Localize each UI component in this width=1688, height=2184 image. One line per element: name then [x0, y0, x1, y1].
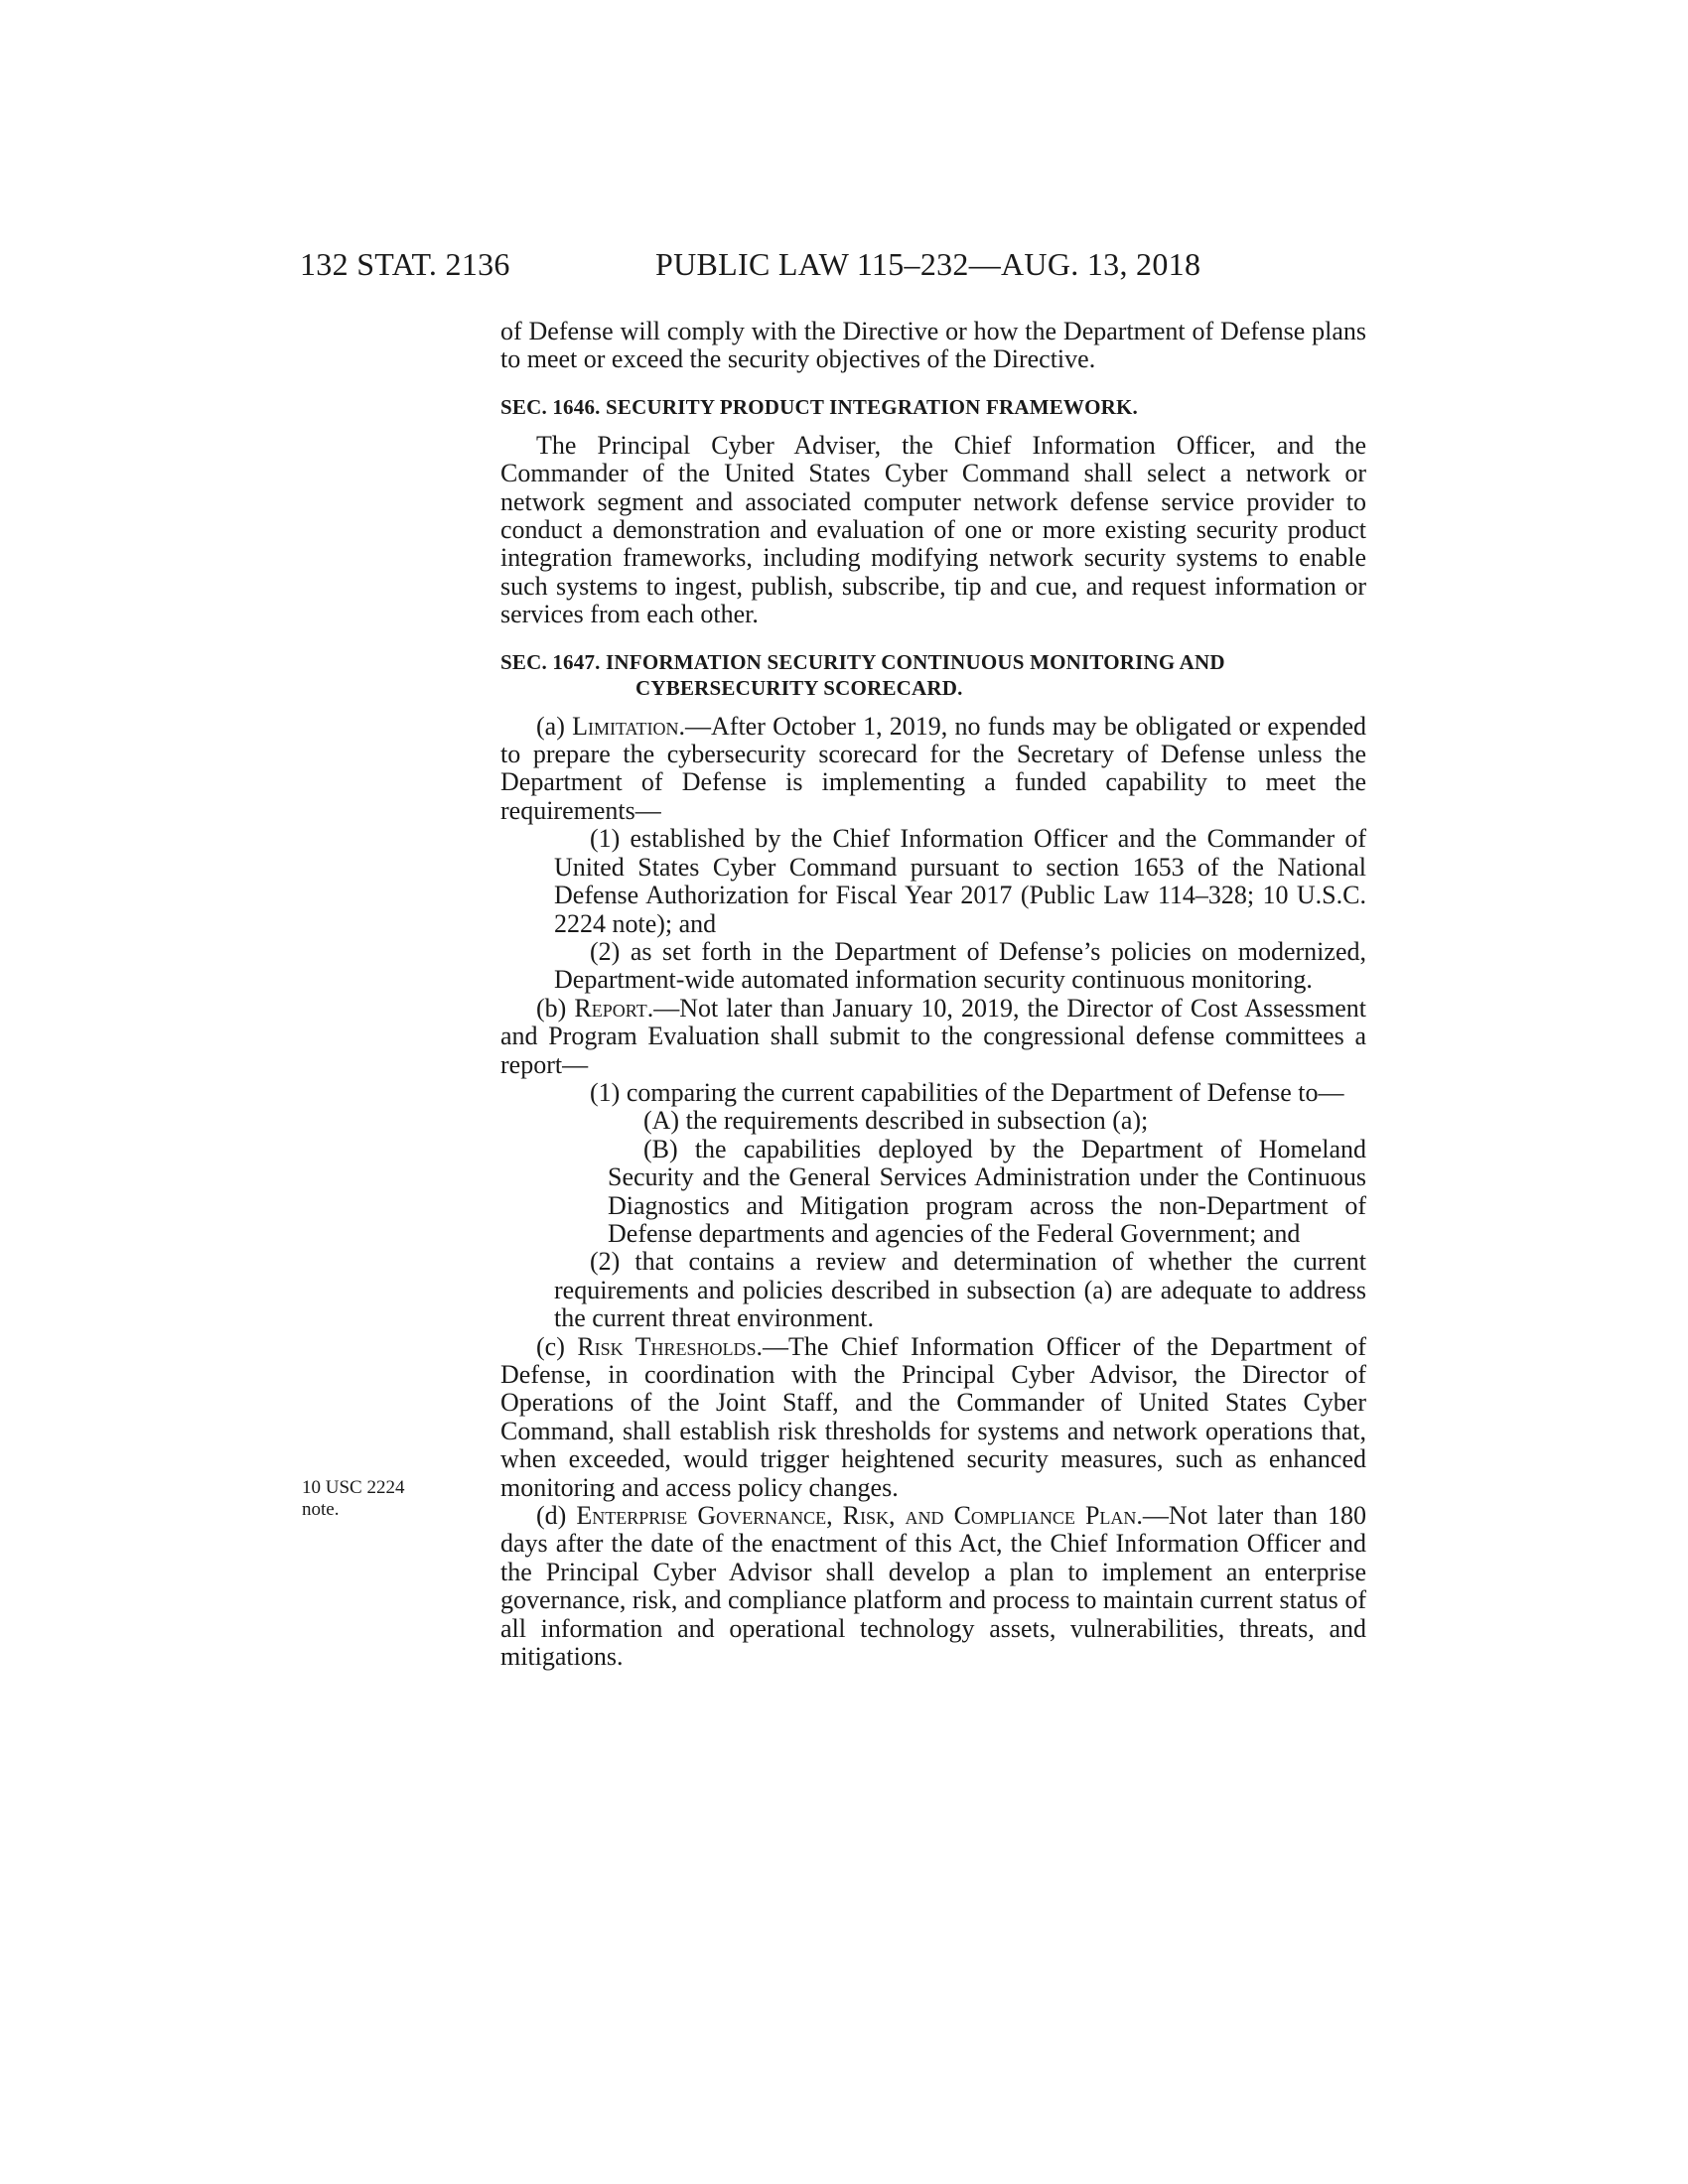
- subsection-b-label: (b): [536, 993, 575, 1023]
- sec-1646-heading: SEC. 1646. SECURITY PRODUCT INTEGRATION FRAMEWORK.: [500, 394, 1139, 419]
- subsection-c-caption: Risk Thresholds: [577, 1331, 757, 1361]
- subsection-a-item-2: (2) as set forth in the Department of Defense’s policies on modernized, Department-wide automated information security continuous monitoring.: [554, 936, 1366, 995]
- margin-note: [302, 1477, 451, 1521]
- continuation-paragraph: of Defense will comply with the Directive or how the Department of Defense plans to meet or exceed the security objectives of the Directive.: [500, 317, 1366, 374]
- subsection-d-text: .—Not later than 180 days after the date of the enactment of this Act, the Chief Information Officer and the Principal Cyber Advisor shall develop a plan to implement an enterprise governance, risk, and compliance platform and process to maintain current status of all information and operational technology assets, vulnerabilities, threats, and mitigations.: [500, 1501, 1367, 1672]
- subsection-a-text: .—After October 1, 2019, no funds may be obligated or expended to prepare the cybersecurity scorecard for the Secretary of Defense unless the Department of Defense is implementing a funded capability to meet the requirements—: [500, 711, 1366, 825]
- sec-1647-heading-line1: SEC. 1647. INFORMATION SECURITY CONTINUOUS MONITORING AND: [500, 649, 1225, 674]
- subsection-b-text: .—Not later than January 10, 2019, the Director of Cost Assessment and Program Evaluation shall submit to the congressional defense committees a report—: [500, 993, 1366, 1079]
- subsection-d-label: (d): [536, 1501, 577, 1531]
- subsection-c-label: (c): [536, 1331, 578, 1361]
- page-header: [300, 246, 1372, 290]
- subsection-a: [500, 713, 1366, 826]
- margin-note-line2: note.: [302, 1499, 340, 1520]
- margin-note-line1: 10 USC 2224: [302, 1477, 405, 1498]
- public-law-reference: PUBLIC LAW 115–232—AUG. 13, 2018: [655, 246, 1201, 282]
- subsection-b-item-1-A: (A) the requirements described in subsection (a);: [643, 1106, 1149, 1136]
- sec-1646-text: The Principal Cyber Adviser, the Chief Information Officer, and the Commander of the United States Cyber Command shall select a network or network segment and associated computer network defense service provider to conduct a demonstration and evaluation of one or more existing security product integration frameworks, including modifying network security systems to enable such systems to ingest, publish, subscribe, tip and cue, and request information or services from each other.: [500, 430, 1366, 629]
- subsection-b-item-2: (2) that contains a review and determination of whether the current requirements and policies described in subsection (a) are adequate to address the current threat environment.: [554, 1247, 1366, 1333]
- subsection-b-item-1: (1) comparing the current capabilities of the Department of Defense to—: [590, 1077, 1344, 1107]
- subsection-a-caption: Limitation: [572, 711, 679, 741]
- sec-1647-heading-line2: CYBERSECURITY SCORECARD.: [635, 675, 963, 700]
- statute-page-reference: 132 STAT. 2136: [300, 246, 510, 282]
- sec-1647-heading: [500, 649, 1366, 701]
- subsection-c: [500, 1333, 1366, 1502]
- subsection-a-item-1: (1) established by the Chief Information Officer and the Commander of United States Cyber Command pursuant to section 1653 of the National Defense Authorization for Fiscal Year 2017 (Public Law 114–328; 10 U.S.C. 2224 note); and: [554, 824, 1366, 938]
- subsection-d-caption: Enterprise Governance, Risk, and Compliance Plan: [576, 1501, 1137, 1531]
- document-body: [500, 318, 1366, 1671]
- subsection-b-item-1-B: (B) the capabilities deployed by the Department of Homeland Security and the General Services Administration under the Continuous Diagnostics and Mitigation program across the non-Department of Defense departments and agencies of the Federal Government; and: [608, 1134, 1366, 1248]
- subsection-b-caption: Report: [574, 993, 647, 1023]
- subsection-b: [500, 995, 1366, 1079]
- subsection-d: [500, 1502, 1366, 1671]
- subsection-c-text: .—The Chief Information Officer of the Department of Defense, in coordination with the Principal Cyber Advisor, the Director of Operations of the Joint Staff, and the Commander of United States Cyber Command, shall establish risk thresholds for systems and network operations that, when exceeded, would trigger heightened security measures, such as enhanced monitoring and access policy changes.: [500, 1331, 1366, 1502]
- subsection-a-label: (a): [536, 711, 573, 741]
